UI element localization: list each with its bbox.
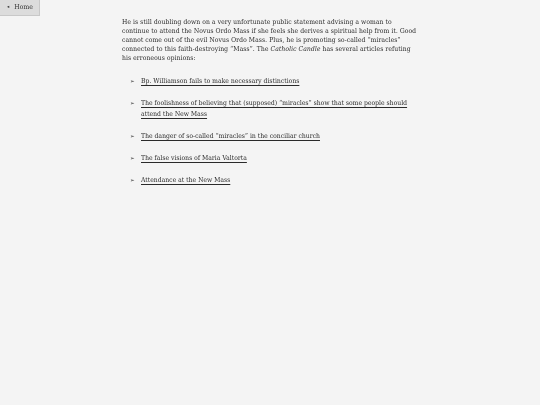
article-link[interactable]: The false visions of Maria Valtorta — [141, 154, 247, 162]
article-link[interactable]: Attendance at the New Mass — [141, 176, 231, 184]
arrow-bullet-icon: ➢ — [130, 177, 135, 184]
arrow-bullet-icon: ➢ — [130, 101, 135, 107]
back-arrow-icon: ◂ — [7, 5, 10, 10]
article-content — [122, 18, 418, 198]
intro-paragraph — [122, 18, 418, 63]
list-item — [122, 99, 418, 120]
article-link[interactable]: The foolishness of believing that (supposed) “miracles” show that some people should attend the New Mass — [141, 100, 408, 118]
arrow-bullet-icon: ➢ — [130, 133, 135, 140]
article-links-list — [122, 77, 418, 186]
list-item — [122, 77, 418, 88]
article-link[interactable]: The danger of so-called “miracles” in the conciliar church — [141, 132, 320, 140]
home-button[interactable] — [0, 0, 40, 16]
intro-text-part2: has several articles refuting his erroneous opinions: — [122, 46, 411, 62]
arrow-bullet-icon: ➢ — [130, 155, 135, 162]
home-button-label: Home — [14, 4, 33, 11]
list-item — [122, 176, 418, 187]
intro-text-part1: He is still doubling down on a very unfortunate public statement advising a woman to continue to attend the Novus Ordo Mass if she feels she derives a spiritual help from it. Good cannot come out of the evil Novus Ordo Mass. Plus, he is promoting so-called “miracles” connected to this faith-destroying “Mass”. The — [122, 19, 417, 53]
list-item — [122, 154, 418, 165]
list-item — [122, 132, 418, 143]
publication-name: Catholic Candle — [270, 46, 321, 53]
article-link[interactable]: Bp. Williamson fails to make necessary distinctions — [141, 78, 300, 85]
arrow-bullet-icon: ➢ — [130, 79, 135, 85]
